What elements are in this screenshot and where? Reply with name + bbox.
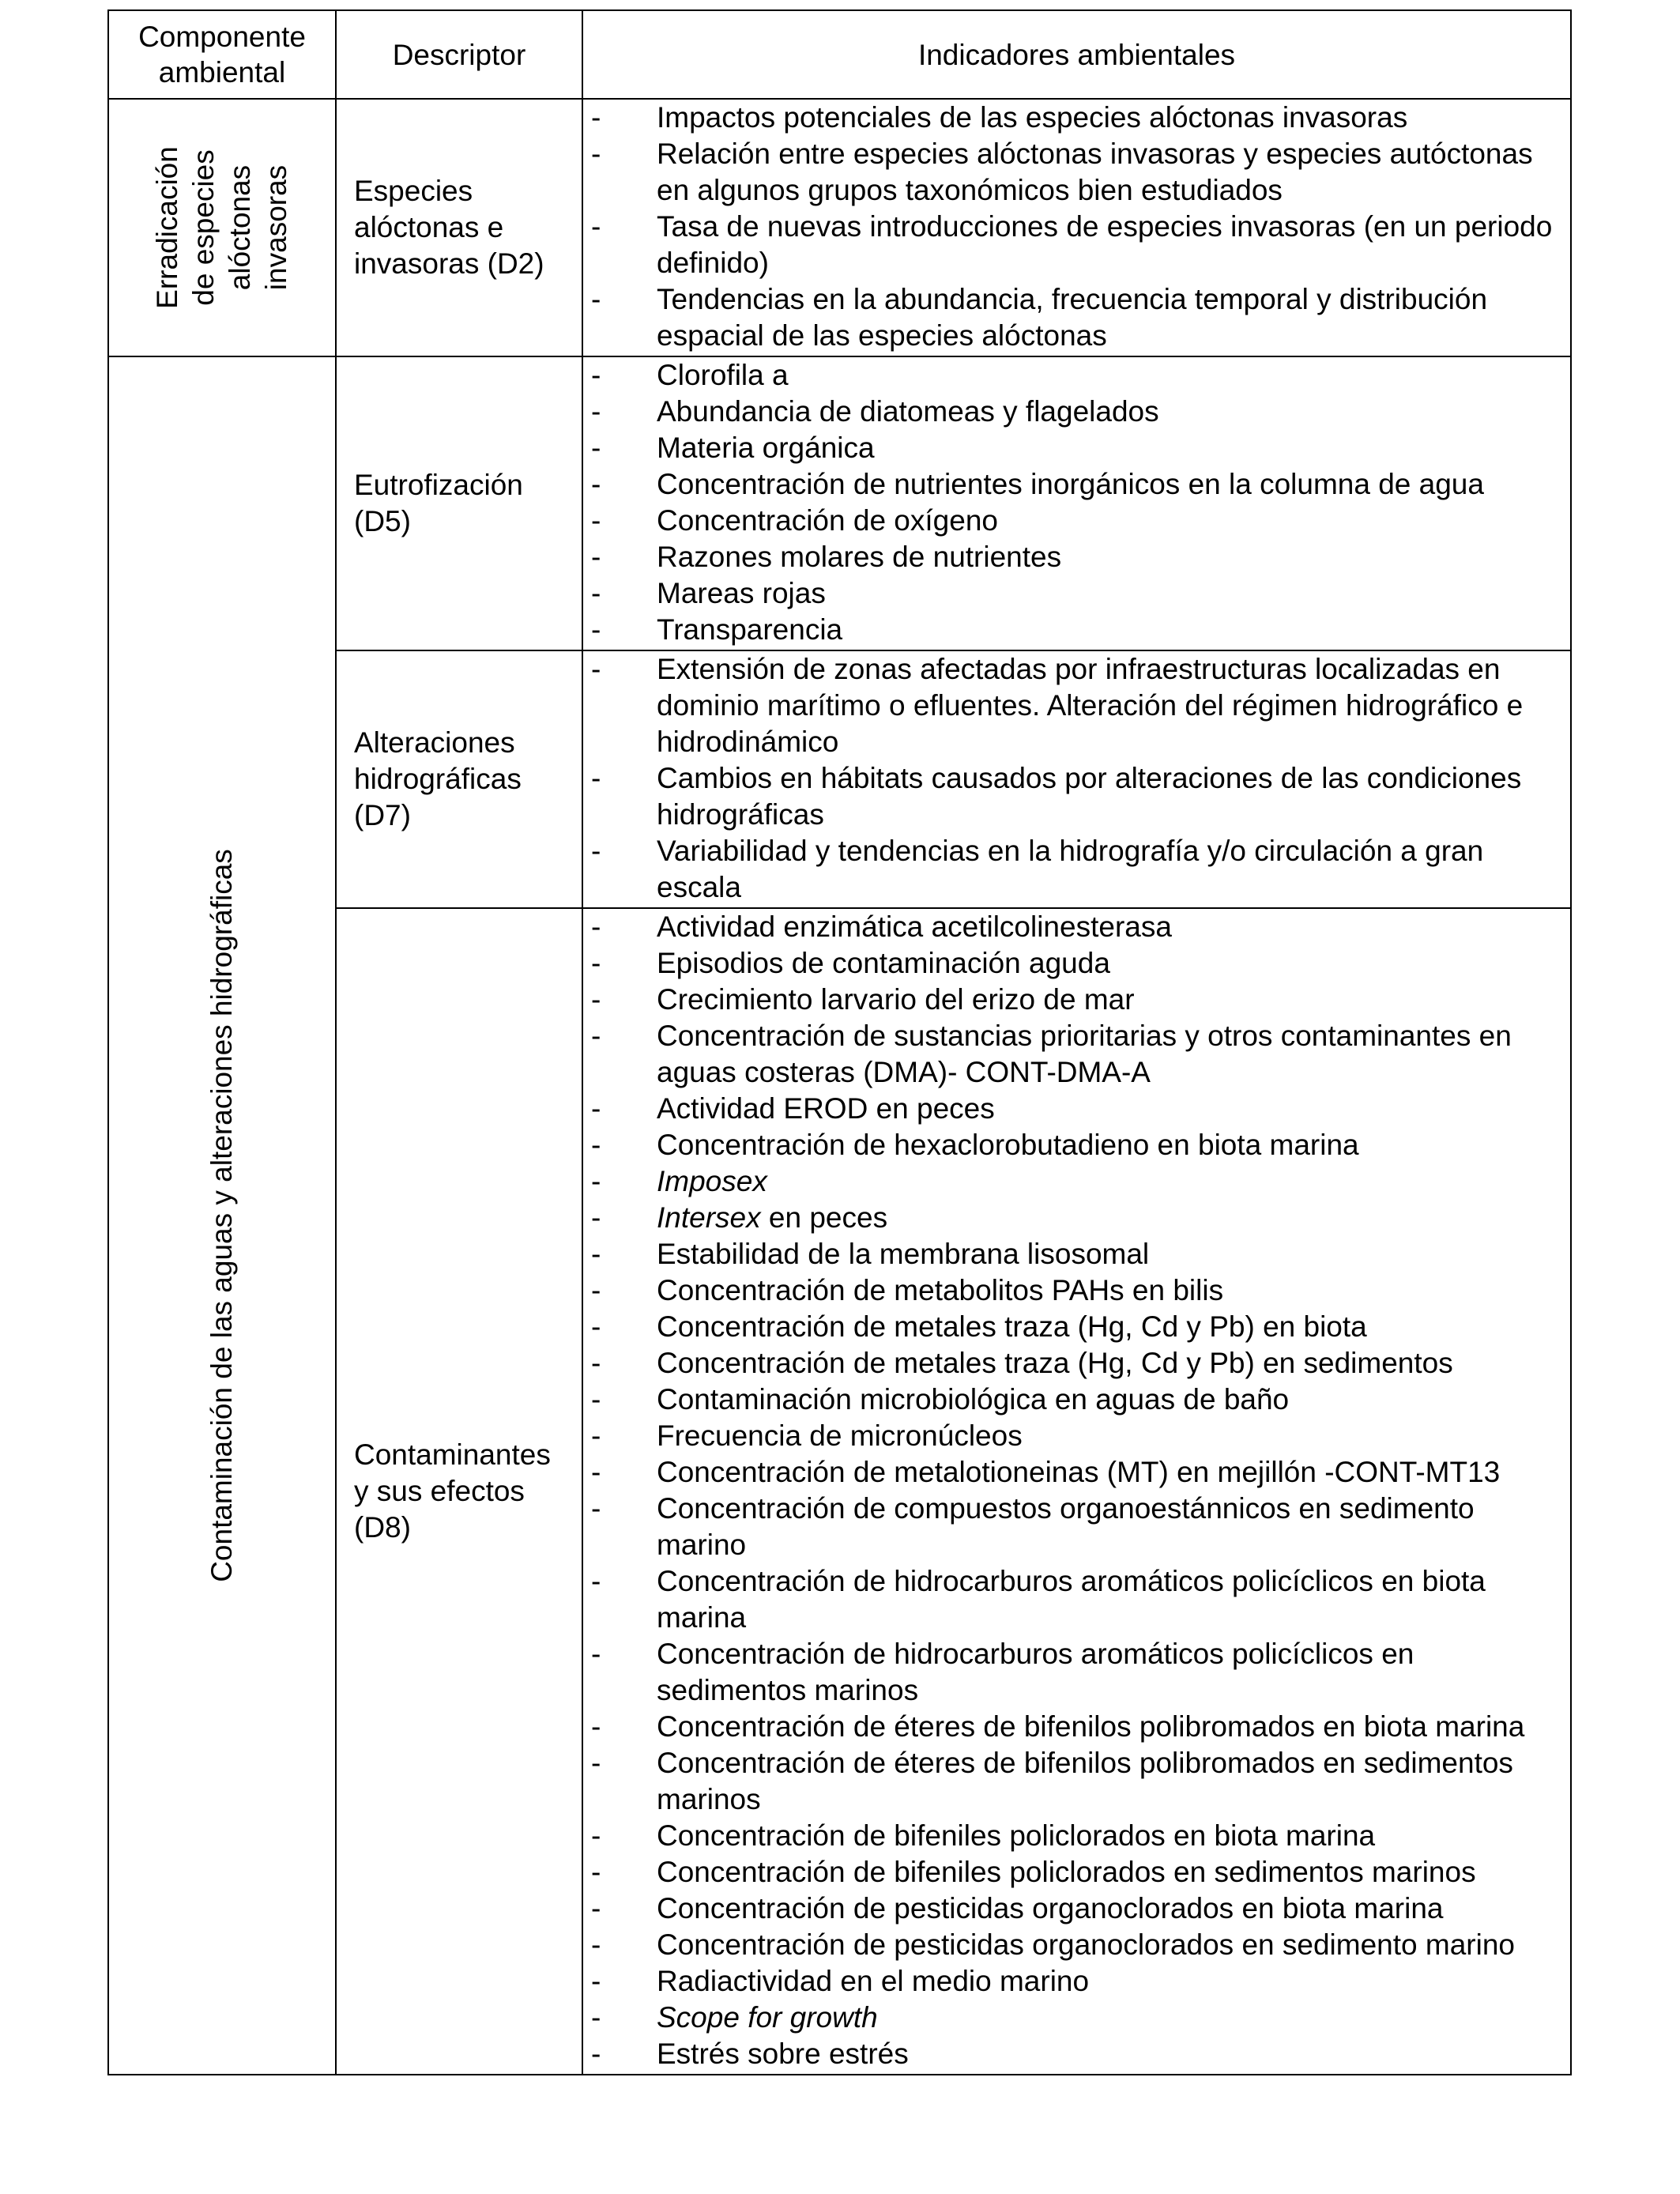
descriptor-d7: Alteraciones hidrográficas (D7) xyxy=(336,650,582,908)
indicators-d8 xyxy=(582,908,1571,2075)
list-item: - Relación entre especies alóctonas invasoras y especies autóctonas en algunos grupos taxonómicos bien estudiados xyxy=(583,136,1562,209)
table-row xyxy=(108,99,1571,356)
list-item: - Concentración de metabolitos PAHs en bilis xyxy=(583,1272,1562,1309)
indicator-list xyxy=(583,100,1570,356)
list-item: - Concentración de oxígeno xyxy=(583,503,1562,539)
list-item: - Concentración de metales traza (Hg, Cd y Pb) en biota xyxy=(583,1309,1562,1345)
list-item: - Intersex en peces xyxy=(583,1200,1562,1236)
list-item: - Tendencias en la abundancia, frecuencia temporal y distribución espacial de las especies alóctonas xyxy=(583,281,1562,354)
list-item: - Clorofila a xyxy=(583,357,1562,394)
list-item: - Razones molares de nutrientes xyxy=(583,539,1562,575)
header-component: Componente ambiental xyxy=(108,10,336,99)
list-item: - Concentración de hidrocarburos aromáticos policíclicos en biota marina xyxy=(583,1563,1562,1636)
list-item: - Tasa de nuevas introducciones de especies invasoras (en un periodo definido) xyxy=(583,209,1562,281)
list-item: - Concentración de hexaclorobutadieno en biota marina xyxy=(583,1127,1562,1163)
list-item: - Concentración de metales traza (Hg, Cd y Pb) en sedimentos xyxy=(583,1345,1562,1382)
indicators-d5 xyxy=(582,356,1571,650)
list-item: - Extensión de zonas afectadas por infraestructuras localizadas en dominio marítimo o efluentes. Alteración del régimen hidrográfico e hidrodinámico xyxy=(583,651,1562,760)
list-item: - Impactos potenciales de las especies alóctonas invasoras xyxy=(583,100,1562,136)
list-item: - Concentración de pesticidas organoclorados en biota marina xyxy=(583,1891,1562,1927)
indicators-table xyxy=(107,9,1572,2075)
list-item: - Concentración de bifeniles policlorados en sedimentos marinos xyxy=(583,1854,1562,1891)
indicator-list xyxy=(583,909,1570,2074)
list-item: - Frecuencia de micronúcleos xyxy=(583,1418,1562,1454)
list-item: - Concentración de hidrocarburos aromáticos policíclicos en sedimentos marinos xyxy=(583,1636,1562,1709)
list-item: - Cambios en hábitats causados por alteraciones de las condiciones hidrográficas xyxy=(583,760,1562,833)
list-item: - Concentración de bifeniles policlorados en biota marina xyxy=(583,1818,1562,1854)
descriptor-d5: Eutrofización (D5) xyxy=(336,356,582,650)
list-item: - Concentración de éteres de bifenilos polibromados en biota marina xyxy=(583,1709,1562,1745)
list-item: - Concentración de sustancias prioritarias y otros contaminantes en aguas costeras (DMA)- CONT-DMA-A xyxy=(583,1018,1562,1091)
list-item: - Concentración de nutrientes inorgánicos en la columna de agua xyxy=(583,466,1562,503)
indicators-d7 xyxy=(582,650,1571,908)
descriptor-d2: Especies alóctonas e invasoras (D2) xyxy=(336,99,582,356)
list-item: - Crecimiento larvario del erizo de mar xyxy=(583,982,1562,1018)
list-item: - Episodios de contaminación aguda xyxy=(583,945,1562,982)
list-item: - Imposex xyxy=(583,1163,1562,1200)
header-indicators: Indicadores ambientales xyxy=(582,10,1571,99)
list-item: - Contaminación microbiológica en aguas de baño xyxy=(583,1382,1562,1418)
list-item: - Materia orgánica xyxy=(583,430,1562,466)
list-item: - Estabilidad de la membrana lisosomal xyxy=(583,1236,1562,1272)
header-descriptor: Descriptor xyxy=(336,10,582,99)
component-erradicacion: Erradicación de especies alóctonas invasoras xyxy=(108,99,336,356)
list-item: - Concentración de éteres de bifenilos polibromados en sedimentos marinos xyxy=(583,1745,1562,1818)
list-item: - Estrés sobre estrés xyxy=(583,2036,1562,2072)
list-item: - Mareas rojas xyxy=(583,575,1562,612)
table-row xyxy=(108,356,1571,650)
list-item: - Variabilidad y tendencias en la hidrografía y/o circulación a gran escala xyxy=(583,833,1562,906)
list-item: - Transparencia xyxy=(583,612,1562,648)
list-item: - Concentración de compuestos organoestánnicos en sedimento marino xyxy=(583,1491,1562,1563)
list-item: - Concentración de metalotioneinas (MT) en mejillón -CONT-MT13 xyxy=(583,1454,1562,1491)
table-header-row xyxy=(108,10,1571,99)
list-item: - Concentración de pesticidas organoclorados en sedimento marino xyxy=(583,1927,1562,1963)
list-item: - Actividad EROD en peces xyxy=(583,1091,1562,1127)
descriptor-d8: Contaminantes y sus efectos (D8) xyxy=(336,908,582,2075)
indicators-d2 xyxy=(582,99,1571,356)
indicator-list xyxy=(583,357,1570,650)
list-item: - Scope for growth xyxy=(583,2000,1562,2036)
component-contaminacion: Contaminación de las aguas y alteraciones hidrográficas xyxy=(108,356,336,2075)
list-item: - Actividad enzimática acetilcolinesterasa xyxy=(583,909,1562,945)
list-item: - Radiactividad en el medio marino xyxy=(583,1963,1562,2000)
indicator-list xyxy=(583,651,1570,907)
list-item: - Abundancia de diatomeas y flagelados xyxy=(583,394,1562,430)
